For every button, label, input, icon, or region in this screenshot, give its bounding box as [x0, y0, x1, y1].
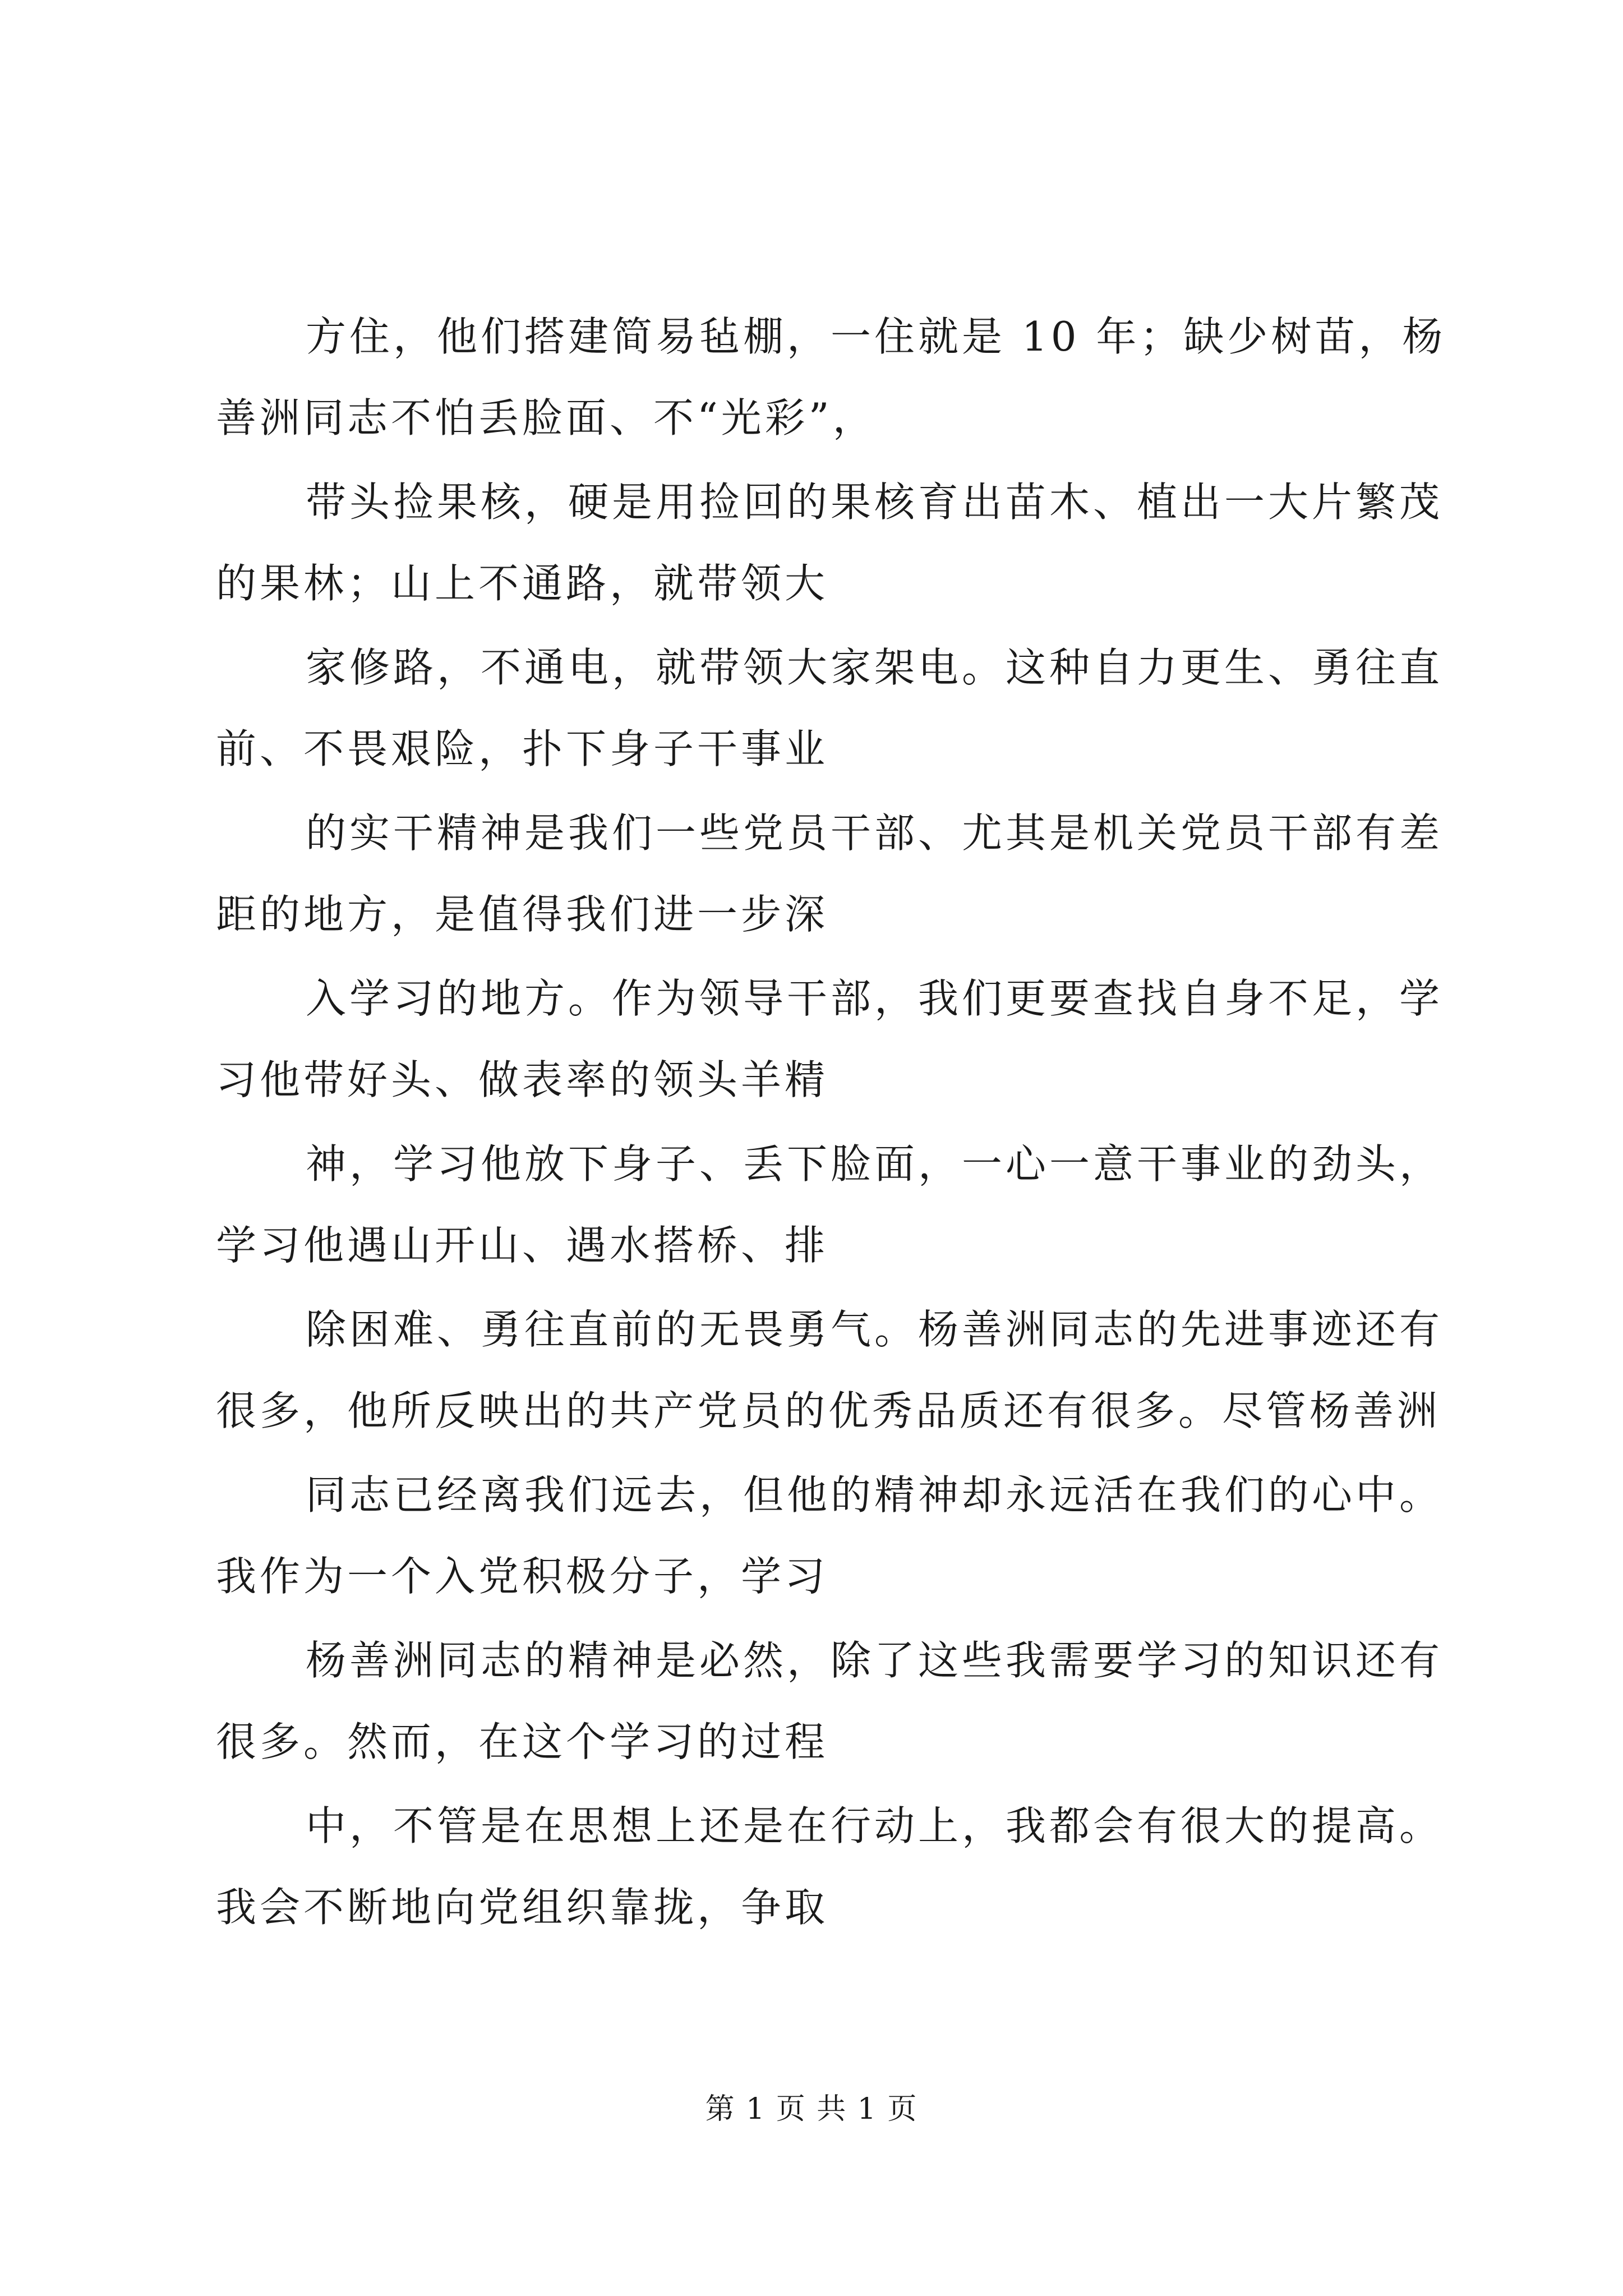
paragraph-8-line-2: 我作为一个入党积极分子，学习 — [216, 1553, 829, 1600]
paragraph-6-line-2: 学习他遇山开山、遇水搭桥、排 — [216, 1222, 829, 1269]
paragraph-7-line-2: 很多，他所反映出的共产党员的优秀品质还有很多。尽管杨善洲 — [216, 1387, 1441, 1434]
paragraph-10-line-1: 中，不管是在思想上还是在行动上，我都会有很大的提高。 — [306, 1802, 1444, 1849]
paragraph-9-line-1: 杨善洲同志的精神是必然，除了这些我需要学习的知识还有 — [306, 1637, 1444, 1684]
paragraph-3-line-2: 前、不畏艰险，扑下身子干事业 — [216, 725, 829, 772]
paragraph-6-line-1: 神，学习他放下身子、丢下脸面，一心一意干事业的劲头， — [306, 1140, 1444, 1188]
paragraph-10-line-2: 我会不断地向党组织靠拢，争取 — [216, 1884, 829, 1931]
paragraph-1-line-1: 方住，他们搭建简易毡棚，一住就是 10 年；缺少树苗，杨 — [306, 313, 1446, 360]
paragraph-3-line-1: 家修路，不通电，就带领大家架电。这种自力更生、勇往直 — [306, 644, 1444, 691]
paragraph-4-line-2: 距的地方，是值得我们进一步深 — [216, 891, 829, 938]
paragraph-1-line-2: 善洲同志不怕丢脸面、不“光彩”， — [216, 394, 877, 441]
paragraph-9-line-2: 很多。然而，在这个学习的过程 — [216, 1718, 829, 1765]
paragraph-4-line-1: 的实干精神是我们一些党员干部、尤其是机关党员干部有差 — [306, 809, 1444, 857]
paragraph-2-line-2: 的果林；山上不通路，就带领大 — [216, 560, 829, 607]
paragraph-8-line-1: 同志已经离我们远去，但他的精神却永远活在我们的心中。 — [306, 1471, 1444, 1519]
paragraph-5-line-2: 习他带好头、做表率的领头羊精 — [216, 1056, 829, 1103]
paragraph-7-line-1: 除困难、勇往直前的无畏勇气。杨善洲同志的先进事迹还有 — [306, 1306, 1444, 1353]
page-number-footer: 第 1 页 共 1 页 — [705, 2092, 918, 2126]
paragraph-2-line-1: 带头捡果核，硬是用捡回的果核育出苗木、植出一大片繁茂 — [306, 478, 1444, 526]
paragraph-5-line-1: 入学习的地方。作为领导干部，我们更要查找自身不足，学 — [306, 975, 1444, 1022]
